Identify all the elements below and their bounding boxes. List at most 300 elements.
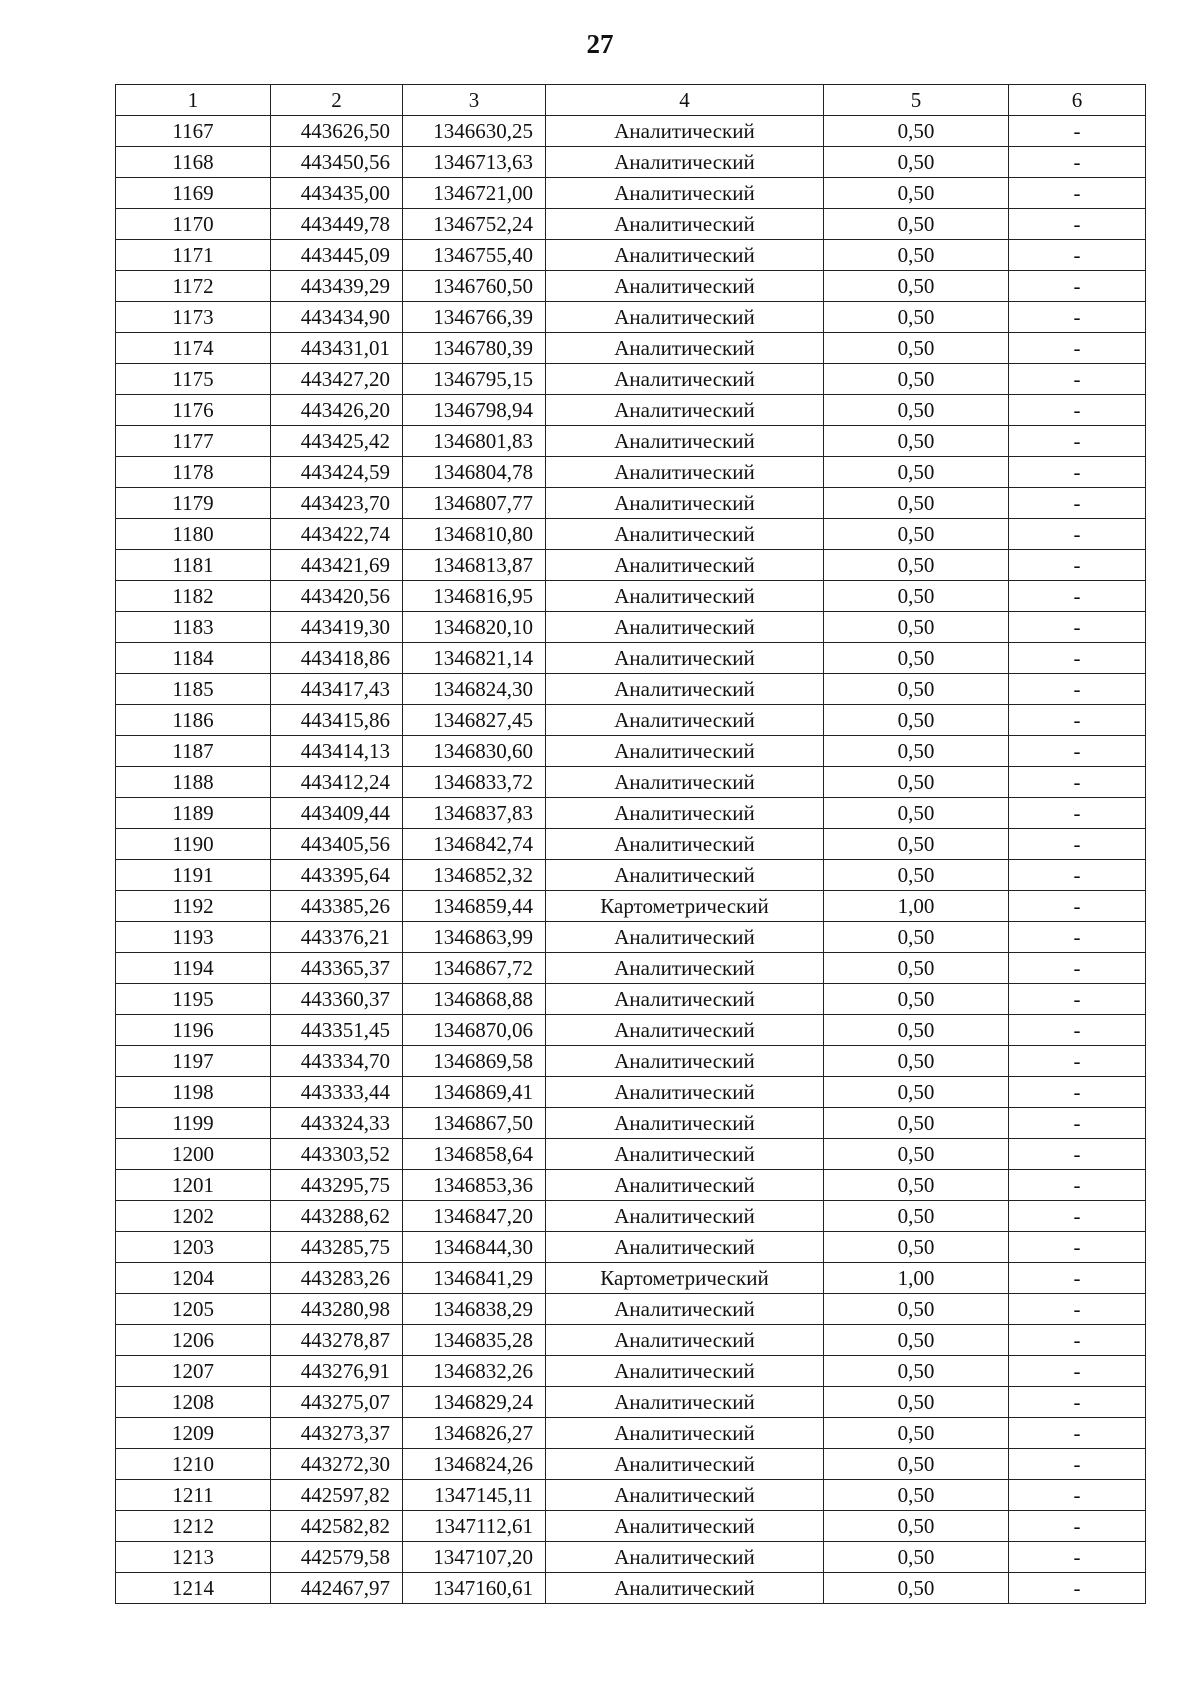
cell-point-number: 1202 (116, 1201, 271, 1232)
cell-point-number: 1193 (116, 922, 271, 953)
cell-note: - (1009, 1046, 1146, 1077)
cell-note: - (1009, 519, 1146, 550)
cell-coord-x: 443409,44 (271, 798, 403, 829)
table-row (116, 1170, 1146, 1201)
cell-point-number: 1179 (116, 488, 271, 519)
cell-method: Аналитический (546, 426, 824, 457)
cell-accuracy: 0,50 (824, 922, 1009, 953)
cell-accuracy: 0,50 (824, 1077, 1009, 1108)
cell-coord-x: 443450,56 (271, 147, 403, 178)
cell-note: - (1009, 612, 1146, 643)
cell-point-number: 1174 (116, 333, 271, 364)
table-row (116, 612, 1146, 643)
cell-point-number: 1176 (116, 395, 271, 426)
cell-coord-x: 443414,13 (271, 736, 403, 767)
cell-note: - (1009, 581, 1146, 612)
cell-accuracy: 0,50 (824, 1418, 1009, 1449)
cell-coord-y: 1346760,50 (403, 271, 546, 302)
cell-point-number: 1191 (116, 860, 271, 891)
cell-coord-y: 1346826,27 (403, 1418, 546, 1449)
cell-accuracy: 0,50 (824, 1356, 1009, 1387)
cell-method: Картометрический (546, 1263, 824, 1294)
cell-point-number: 1211 (116, 1480, 271, 1511)
cell-accuracy: 0,50 (824, 1139, 1009, 1170)
cell-coord-x: 443283,26 (271, 1263, 403, 1294)
cell-coord-y: 1346824,26 (403, 1449, 546, 1480)
cell-point-number: 1181 (116, 550, 271, 581)
cell-note: - (1009, 953, 1146, 984)
cell-coord-x: 443324,33 (271, 1108, 403, 1139)
cell-coord-x: 443426,20 (271, 395, 403, 426)
cell-accuracy: 0,50 (824, 147, 1009, 178)
table-row (116, 984, 1146, 1015)
header-row (116, 85, 1146, 116)
cell-point-number: 1188 (116, 767, 271, 798)
cell-note: - (1009, 829, 1146, 860)
cell-coord-y: 1347107,20 (403, 1542, 546, 1573)
cell-coord-y: 1346801,83 (403, 426, 546, 457)
cell-point-number: 1184 (116, 643, 271, 674)
cell-coord-y: 1346798,94 (403, 395, 546, 426)
cell-accuracy: 0,50 (824, 1511, 1009, 1542)
cell-coord-x: 443422,74 (271, 519, 403, 550)
cell-note: - (1009, 1511, 1146, 1542)
cell-method: Аналитический (546, 581, 824, 612)
cell-accuracy: 0,50 (824, 612, 1009, 643)
cell-note: - (1009, 643, 1146, 674)
cell-coord-y: 1346867,72 (403, 953, 546, 984)
cell-coord-y: 1346807,77 (403, 488, 546, 519)
cell-coord-x: 443295,75 (271, 1170, 403, 1201)
cell-note: - (1009, 984, 1146, 1015)
cell-note: - (1009, 1573, 1146, 1604)
cell-coord-y: 1346870,06 (403, 1015, 546, 1046)
cell-coord-x: 443421,69 (271, 550, 403, 581)
cell-accuracy: 0,50 (824, 1480, 1009, 1511)
table-row (116, 581, 1146, 612)
cell-coord-y: 1346830,60 (403, 736, 546, 767)
cell-coord-y: 1346868,88 (403, 984, 546, 1015)
cell-point-number: 1192 (116, 891, 271, 922)
table-row (116, 829, 1146, 860)
cell-coord-y: 1346721,00 (403, 178, 546, 209)
cell-note: - (1009, 705, 1146, 736)
table-row (116, 860, 1146, 891)
table-row (116, 1294, 1146, 1325)
cell-note: - (1009, 798, 1146, 829)
cell-coord-y: 1346816,95 (403, 581, 546, 612)
cell-method: Аналитический (546, 1542, 824, 1573)
cell-coord-x: 443276,91 (271, 1356, 403, 1387)
cell-coord-x: 443275,07 (271, 1387, 403, 1418)
cell-coord-y: 1346863,99 (403, 922, 546, 953)
cell-coord-y: 1346869,58 (403, 1046, 546, 1077)
cell-method: Аналитический (546, 1201, 824, 1232)
table-row (116, 550, 1146, 581)
cell-note: - (1009, 116, 1146, 147)
cell-coord-y: 1346867,50 (403, 1108, 546, 1139)
cell-accuracy: 0,50 (824, 302, 1009, 333)
cell-note: - (1009, 1542, 1146, 1573)
cell-accuracy: 0,50 (824, 1542, 1009, 1573)
cell-coord-y: 1346844,30 (403, 1232, 546, 1263)
cell-accuracy: 0,50 (824, 1325, 1009, 1356)
cell-method: Аналитический (546, 829, 824, 860)
cell-point-number: 1190 (116, 829, 271, 860)
cell-accuracy: 0,50 (824, 1015, 1009, 1046)
cell-accuracy: 0,50 (824, 488, 1009, 519)
cell-coord-x: 443303,52 (271, 1139, 403, 1170)
cell-coord-y: 1347112,61 (403, 1511, 546, 1542)
cell-note: - (1009, 1108, 1146, 1139)
cell-point-number: 1169 (116, 178, 271, 209)
cell-coord-y: 1346869,41 (403, 1077, 546, 1108)
cell-method: Аналитический (546, 1573, 824, 1604)
cell-point-number: 1196 (116, 1015, 271, 1046)
header-cell-2: 2 (271, 85, 403, 116)
cell-note: - (1009, 457, 1146, 488)
cell-coord-x: 443280,98 (271, 1294, 403, 1325)
cell-accuracy: 0,50 (824, 798, 1009, 829)
table-row (116, 798, 1146, 829)
table-row (116, 1108, 1146, 1139)
cell-coord-y: 1346713,63 (403, 147, 546, 178)
cell-point-number: 1172 (116, 271, 271, 302)
cell-accuracy: 1,00 (824, 891, 1009, 922)
cell-coord-y: 1346827,45 (403, 705, 546, 736)
cell-coord-y: 1346810,80 (403, 519, 546, 550)
cell-note: - (1009, 1170, 1146, 1201)
cell-note: - (1009, 426, 1146, 457)
cell-coord-y: 1346858,64 (403, 1139, 546, 1170)
table-row (116, 1077, 1146, 1108)
cell-coord-x: 443333,44 (271, 1077, 403, 1108)
table-row (116, 1356, 1146, 1387)
cell-coord-x: 442579,58 (271, 1542, 403, 1573)
cell-point-number: 1210 (116, 1449, 271, 1480)
cell-accuracy: 0,50 (824, 550, 1009, 581)
cell-method: Аналитический (546, 395, 824, 426)
table-row (116, 1480, 1146, 1511)
cell-accuracy: 0,50 (824, 736, 1009, 767)
cell-accuracy: 0,50 (824, 333, 1009, 364)
cell-coord-x: 443395,64 (271, 860, 403, 891)
cell-coord-x: 443418,86 (271, 643, 403, 674)
cell-method: Аналитический (546, 147, 824, 178)
cell-note: - (1009, 736, 1146, 767)
cell-accuracy: 0,50 (824, 395, 1009, 426)
cell-note: - (1009, 1387, 1146, 1418)
cell-coord-x: 443288,62 (271, 1201, 403, 1232)
cell-point-number: 1173 (116, 302, 271, 333)
cell-method: Картометрический (546, 891, 824, 922)
cell-point-number: 1195 (116, 984, 271, 1015)
cell-note: - (1009, 178, 1146, 209)
table-row (116, 1139, 1146, 1170)
cell-accuracy: 0,50 (824, 1449, 1009, 1480)
table-row (116, 178, 1146, 209)
cell-point-number: 1198 (116, 1077, 271, 1108)
cell-coord-y: 1346780,39 (403, 333, 546, 364)
table-row (116, 302, 1146, 333)
cell-point-number: 1187 (116, 736, 271, 767)
table-row (116, 736, 1146, 767)
cell-accuracy: 0,50 (824, 457, 1009, 488)
table-row (116, 1046, 1146, 1077)
cell-coord-y: 1346832,26 (403, 1356, 546, 1387)
cell-accuracy: 0,50 (824, 209, 1009, 240)
cell-note: - (1009, 271, 1146, 302)
cell-accuracy: 0,50 (824, 240, 1009, 271)
cell-note: - (1009, 333, 1146, 364)
cell-coord-x: 443424,59 (271, 457, 403, 488)
cell-coord-x: 443419,30 (271, 612, 403, 643)
table-row (116, 395, 1146, 426)
cell-point-number: 1201 (116, 1170, 271, 1201)
cell-coord-x: 443272,30 (271, 1449, 403, 1480)
header-cell-4: 4 (546, 85, 824, 116)
table-row (116, 519, 1146, 550)
cell-coord-x: 443431,01 (271, 333, 403, 364)
cell-method: Аналитический (546, 519, 824, 550)
cell-coord-x: 443376,21 (271, 922, 403, 953)
cell-method: Аналитический (546, 767, 824, 798)
cell-note: - (1009, 1418, 1146, 1449)
cell-coord-y: 1346838,29 (403, 1294, 546, 1325)
header-cell-3: 3 (403, 85, 546, 116)
cell-method: Аналитический (546, 922, 824, 953)
cell-method: Аналитический (546, 674, 824, 705)
cell-coord-x: 443385,26 (271, 891, 403, 922)
cell-coord-y: 1346795,15 (403, 364, 546, 395)
cell-method: Аналитический (546, 116, 824, 147)
cell-method: Аналитический (546, 302, 824, 333)
cell-accuracy: 0,50 (824, 1201, 1009, 1232)
table-row (116, 209, 1146, 240)
cell-note: - (1009, 922, 1146, 953)
table-row (116, 643, 1146, 674)
cell-point-number: 1212 (116, 1511, 271, 1542)
cell-coord-y: 1346829,24 (403, 1387, 546, 1418)
cell-point-number: 1189 (116, 798, 271, 829)
table-row (116, 1015, 1146, 1046)
cell-accuracy: 0,50 (824, 1573, 1009, 1604)
cell-accuracy: 0,50 (824, 364, 1009, 395)
cell-method: Аналитический (546, 612, 824, 643)
cell-note: - (1009, 1356, 1146, 1387)
coordinates-table (115, 84, 1146, 1604)
cell-accuracy: 0,50 (824, 178, 1009, 209)
cell-note: - (1009, 1077, 1146, 1108)
cell-note: - (1009, 1201, 1146, 1232)
cell-coord-x: 443365,37 (271, 953, 403, 984)
table-row (116, 1387, 1146, 1418)
cell-coord-x: 443449,78 (271, 209, 403, 240)
cell-point-number: 1186 (116, 705, 271, 736)
table-row (116, 1263, 1146, 1294)
cell-note: - (1009, 1294, 1146, 1325)
table-header (116, 85, 1146, 116)
cell-coord-x: 443273,37 (271, 1418, 403, 1449)
cell-method: Аналитический (546, 1387, 824, 1418)
table-row (116, 426, 1146, 457)
cell-method: Аналитический (546, 1015, 824, 1046)
cell-method: Аналитический (546, 333, 824, 364)
cell-accuracy: 0,50 (824, 271, 1009, 302)
cell-coord-x: 443415,86 (271, 705, 403, 736)
table-row (116, 1449, 1146, 1480)
cell-accuracy: 0,50 (824, 1170, 1009, 1201)
cell-coord-y: 1346752,24 (403, 209, 546, 240)
cell-coord-x: 442597,82 (271, 1480, 403, 1511)
cell-method: Аналитический (546, 1325, 824, 1356)
cell-point-number: 1182 (116, 581, 271, 612)
cell-method: Аналитический (546, 1294, 824, 1325)
cell-note: - (1009, 1449, 1146, 1480)
table-row (116, 922, 1146, 953)
cell-point-number: 1203 (116, 1232, 271, 1263)
table-row (116, 1201, 1146, 1232)
cell-accuracy: 0,50 (824, 116, 1009, 147)
cell-method: Аналитический (546, 1139, 824, 1170)
cell-method: Аналитический (546, 1480, 824, 1511)
cell-note: - (1009, 1263, 1146, 1294)
cell-method: Аналитический (546, 488, 824, 519)
cell-accuracy: 0,50 (824, 984, 1009, 1015)
cell-accuracy: 0,50 (824, 860, 1009, 891)
cell-point-number: 1207 (116, 1356, 271, 1387)
cell-note: - (1009, 550, 1146, 581)
cell-coord-y: 1346824,30 (403, 674, 546, 705)
cell-point-number: 1209 (116, 1418, 271, 1449)
cell-method: Аналитический (546, 953, 824, 984)
cell-method: Аналитический (546, 457, 824, 488)
cell-coord-x: 443445,09 (271, 240, 403, 271)
cell-coord-y: 1346841,29 (403, 1263, 546, 1294)
cell-coord-y: 1346820,10 (403, 612, 546, 643)
cell-method: Аналитический (546, 984, 824, 1015)
cell-note: - (1009, 891, 1146, 922)
table-row (116, 674, 1146, 705)
cell-point-number: 1177 (116, 426, 271, 457)
cell-coord-y: 1346835,28 (403, 1325, 546, 1356)
cell-coord-y: 1346837,83 (403, 798, 546, 829)
table-row (116, 953, 1146, 984)
cell-coord-x: 443626,50 (271, 116, 403, 147)
cell-coord-y: 1346766,39 (403, 302, 546, 333)
cell-note: - (1009, 1480, 1146, 1511)
table-row (116, 457, 1146, 488)
cell-coord-y: 1347145,11 (403, 1480, 546, 1511)
cell-point-number: 1167 (116, 116, 271, 147)
cell-accuracy: 0,50 (824, 953, 1009, 984)
cell-method: Аналитический (546, 1108, 824, 1139)
cell-method: Аналитический (546, 705, 824, 736)
cell-method: Аналитический (546, 271, 824, 302)
cell-coord-x: 443417,43 (271, 674, 403, 705)
cell-note: - (1009, 1325, 1146, 1356)
cell-accuracy: 0,50 (824, 705, 1009, 736)
cell-note: - (1009, 364, 1146, 395)
cell-method: Аналитический (546, 860, 824, 891)
cell-point-number: 1178 (116, 457, 271, 488)
cell-coord-x: 443285,75 (271, 1232, 403, 1263)
cell-method: Аналитический (546, 643, 824, 674)
cell-accuracy: 0,50 (824, 519, 1009, 550)
cell-coord-y: 1346859,44 (403, 891, 546, 922)
cell-method: Аналитический (546, 1077, 824, 1108)
cell-method: Аналитический (546, 1418, 824, 1449)
table-row (116, 271, 1146, 302)
cell-point-number: 1213 (116, 1542, 271, 1573)
cell-coord-y: 1347160,61 (403, 1573, 546, 1604)
cell-note: - (1009, 767, 1146, 798)
cell-method: Аналитический (546, 798, 824, 829)
cell-accuracy: 0,50 (824, 1108, 1009, 1139)
cell-accuracy: 0,50 (824, 426, 1009, 457)
cell-accuracy: 0,50 (824, 581, 1009, 612)
cell-coord-x: 443278,87 (271, 1325, 403, 1356)
cell-note: - (1009, 1139, 1146, 1170)
cell-accuracy: 0,50 (824, 1046, 1009, 1077)
header-cell-1: 1 (116, 85, 271, 116)
cell-coord-x: 443351,45 (271, 1015, 403, 1046)
cell-point-number: 1175 (116, 364, 271, 395)
cell-coord-x: 442582,82 (271, 1511, 403, 1542)
cell-method: Аналитический (546, 364, 824, 395)
cell-coord-y: 1346821,14 (403, 643, 546, 674)
cell-point-number: 1214 (116, 1573, 271, 1604)
table-row (116, 1573, 1146, 1604)
cell-point-number: 1205 (116, 1294, 271, 1325)
header-cell-6: 6 (1009, 85, 1146, 116)
table-row (116, 240, 1146, 271)
cell-accuracy: 0,50 (824, 643, 1009, 674)
cell-point-number: 1180 (116, 519, 271, 550)
cell-note: - (1009, 674, 1146, 705)
cell-accuracy: 0,50 (824, 674, 1009, 705)
table-row (116, 116, 1146, 147)
table-row (116, 1542, 1146, 1573)
table-row (116, 488, 1146, 519)
cell-coord-x: 443412,24 (271, 767, 403, 798)
cell-note: - (1009, 302, 1146, 333)
cell-note: - (1009, 1232, 1146, 1263)
cell-accuracy: 0,50 (824, 1294, 1009, 1325)
cell-accuracy: 1,00 (824, 1263, 1009, 1294)
cell-note: - (1009, 1015, 1146, 1046)
cell-accuracy: 0,50 (824, 767, 1009, 798)
table-row (116, 705, 1146, 736)
cell-coord-x: 443435,00 (271, 178, 403, 209)
cell-coord-x: 443427,20 (271, 364, 403, 395)
table-row (116, 1511, 1146, 1542)
cell-note: - (1009, 860, 1146, 891)
cell-note: - (1009, 395, 1146, 426)
cell-point-number: 1170 (116, 209, 271, 240)
cell-method: Аналитический (546, 1046, 824, 1077)
cell-point-number: 1197 (116, 1046, 271, 1077)
cell-point-number: 1200 (116, 1139, 271, 1170)
cell-coord-y: 1346842,74 (403, 829, 546, 860)
cell-method: Аналитический (546, 1356, 824, 1387)
cell-coord-x: 443360,37 (271, 984, 403, 1015)
table-row (116, 767, 1146, 798)
cell-coord-y: 1346833,72 (403, 767, 546, 798)
cell-point-number: 1183 (116, 612, 271, 643)
cell-point-number: 1199 (116, 1108, 271, 1139)
header-cell-5: 5 (824, 85, 1009, 116)
